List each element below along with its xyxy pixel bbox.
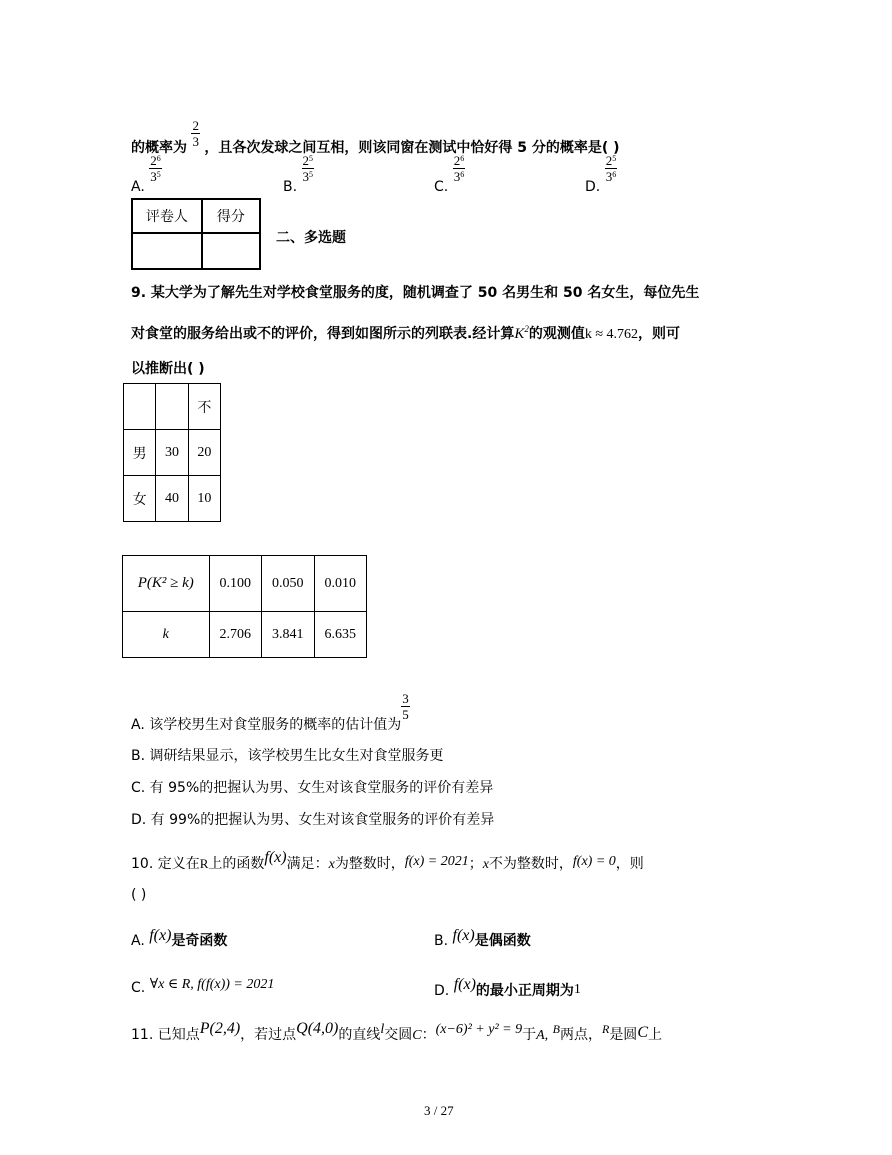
q8-option-label: D. (585, 178, 601, 195)
table-cell: 2.706 (209, 612, 261, 658)
q10-line2: ( ) (131, 887, 147, 903)
q9-option-a-fraction: $\frac{3}{5}$ (402, 691, 409, 722)
q9-option-d[interactable]: D. 有 99%的把握认为男、女生对该食堂服务的评价有差异 (131, 812, 495, 828)
q8-option-d[interactable] (585, 153, 617, 195)
table-cell: 10 (188, 476, 220, 522)
q11-line1: 11. 已知点P(2,4)，若过点Q(4,0)的直线l交圆C：(x−6)² + y² = 9于A, B两点，R是圆C上 (131, 1020, 662, 1043)
section-title: 二、多选题 (276, 230, 346, 246)
q8-option-fraction: $\frac{2^5}{3^5}$ (302, 153, 314, 184)
table-cell: 男 (124, 430, 156, 476)
q8-line1-pre: 的概率为 (131, 139, 187, 156)
q10-option-c[interactable]: C. ∀x ∈ R, f(f(x)) = 2021 (131, 977, 275, 996)
q10-option-a[interactable]: A. f(x)是奇函数 (131, 927, 228, 949)
contingency-table (123, 383, 221, 522)
table-cell: 6.635 (314, 612, 367, 658)
q8-frac-num: 2 (192, 118, 199, 133)
q8-line1 (131, 120, 620, 160)
k-value: k ≈ 4.762 (584, 327, 639, 342)
table-cell: 0.100 (209, 556, 261, 612)
q10-option-b[interactable]: B. f(x)是偶函数 (434, 927, 531, 949)
q8-option-fraction: $\frac{2^6}{3^6}$ (453, 153, 465, 184)
score-box (131, 198, 261, 270)
score-box-grader: 评卷人 (132, 199, 202, 233)
table-header-p: P(K² ≥ k) (123, 556, 210, 612)
k-squared: $K^2$ (514, 324, 529, 342)
q8-option-label: A. (131, 178, 145, 195)
q10-line1: 10. 定义在R上的函数f(x)满足：x为整数时，f(x) = 2021；x不为整数时，f(x) = 0，则 (131, 849, 644, 872)
q10-option-d[interactable]: D. f(x)的最小正周期为1 (434, 976, 581, 999)
table-cell: 3.841 (262, 612, 314, 658)
table-cell: 0.010 (314, 556, 367, 612)
q9-option-c[interactable]: C. 有 95%的把握认为男、女生对该食堂服务的评价有差异 (131, 780, 494, 796)
score-box-score-cell[interactable] (202, 233, 260, 269)
table-cell: 不 (188, 384, 220, 430)
q8-fraction (191, 118, 200, 149)
table-cell: 30 (156, 430, 188, 476)
q9-line1: 9. 某大学为了解先生对学校食堂服务的度，随机调查了 50 名男生和 50 名女生，每位先生 (131, 285, 700, 301)
score-box-score: 得分 (202, 199, 260, 233)
q8-option-label: C. (434, 178, 449, 195)
page-number: 3 / 27 (424, 1103, 454, 1118)
q8-frac-den: 3 (192, 134, 199, 149)
table-cell: 女 (124, 476, 156, 522)
q8-option-c[interactable] (434, 153, 465, 195)
table-cell: 20 (188, 430, 220, 476)
q9-line3: 以推断出( ) (131, 361, 205, 377)
q8-option-fraction: $\frac{2^5}{3^6}$ (605, 153, 617, 184)
table-cell: 40 (156, 476, 188, 522)
q8-option-a[interactable] (131, 153, 162, 195)
q9-option-a[interactable]: A. 该学校男生对食堂服务的概率的估计值为 $\frac{3}{5}$ (131, 691, 409, 733)
q8-option-label: B. (283, 178, 298, 195)
score-box-grader-cell[interactable] (132, 233, 202, 269)
table-cell (124, 384, 156, 430)
q9-option-b[interactable]: B. 调研结果显示，该学校男生比女生对食堂服务更 (131, 748, 444, 764)
q8-line1-post: ，且各次发球之间互相，则该同窗在测试中恰好得 5 分的概率是( ) (204, 139, 620, 156)
q9-line2: 对食堂的服务给出或不的评价，得到如图所示的列联表.经计算$K^2$的观测值k ≈ 4.762，则可 (131, 324, 681, 342)
critical-value-table (122, 555, 367, 658)
q8-option-b[interactable] (283, 153, 314, 195)
q8-option-fraction: $\frac{2^6}{3^5}$ (150, 153, 161, 184)
table-header-k: k (123, 612, 210, 658)
table-cell: 0.050 (262, 556, 314, 612)
table-cell (156, 384, 188, 430)
